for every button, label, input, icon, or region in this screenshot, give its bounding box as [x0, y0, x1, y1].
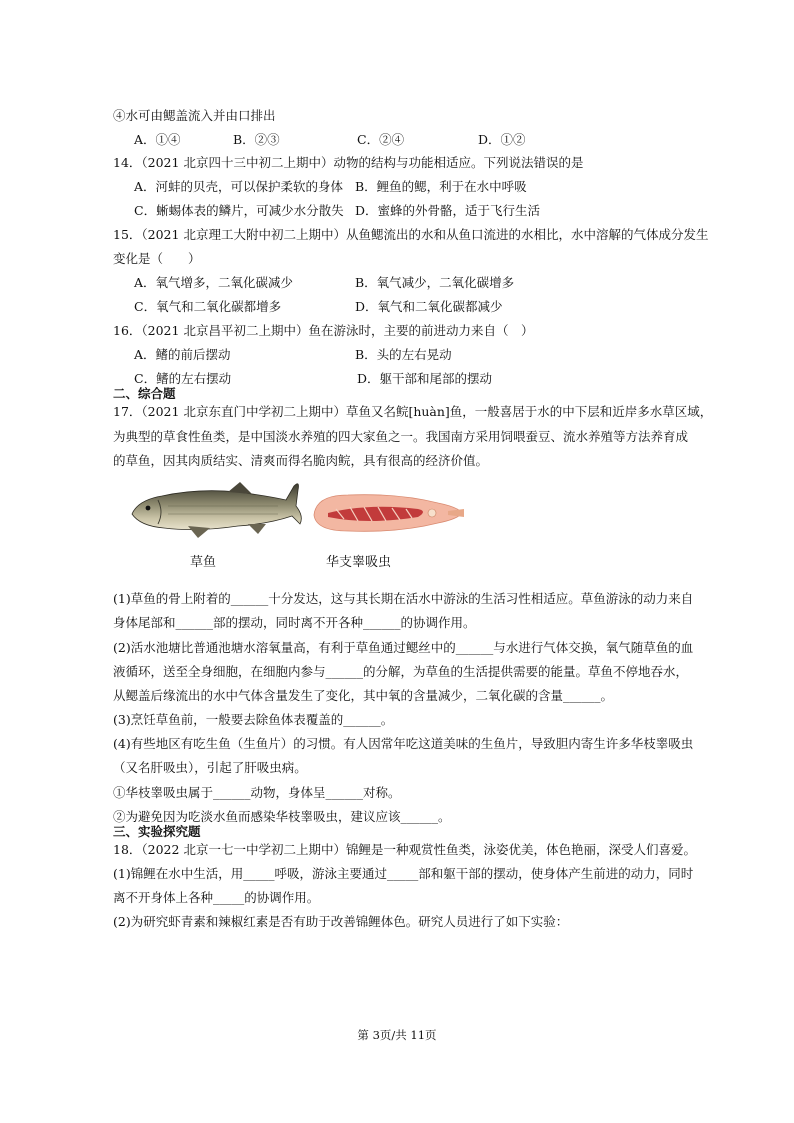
q15-option-d: D．氧气和二氧化碳都减少 — [355, 299, 503, 314]
caption-grass-carp: 草鱼 — [190, 555, 217, 570]
page-footer: 第 3页/共 11页 — [357, 1028, 437, 1042]
q17-part1-line1: (1)草鱼的骨上附着的______十分发达，这与其长期在活水中游泳的生活习性相适应。草鱼游泳的动力来自 — [113, 591, 694, 606]
q15-stem-line1: 15．（2021 北京理工大附中初二上期中）从鱼鳃流出的水和从鱼口流进的水相比，水中溶解的气体成分发生 — [113, 227, 709, 242]
q13-option-b: B．②③ — [233, 132, 280, 147]
q18-part1-line2: 离不开身体上各种_____的协调作用。 — [113, 890, 320, 905]
q17-part4-line2: （又名肝吸虫），引起了肝吸虫病。 — [113, 760, 307, 775]
q17-part2-line2: 液循环，送至全身细胞，在细胞内参与______的分解，为草鱼的生活提供需要的能量。草鱼不停地吞水， — [113, 664, 689, 679]
q13-option-c: C．②④ — [357, 132, 405, 147]
q18-part1-line1: (1)锦鲤在水中生活，用_____呼吸，游泳主要通过_____部和躯干部的摆动，使身体产生前进的动力，同时 — [113, 866, 694, 881]
q17-intro-line1: 17．（2021 北京东直门中学初二上期中）草鱼又名鲩[huàn]鱼，一般喜居于水的中下层和近岸多水草区域， — [113, 404, 713, 419]
section-heading-experiment: 三、实验探究题 — [113, 824, 201, 839]
q16-option-c: C．鳍的左右摆动 — [134, 371, 232, 386]
q13-option-a: A．①④ — [134, 132, 181, 147]
q18-intro: 18．（2022 北京一七一中学初二上期中）锦鲤是一种观赏性鱼类，泳姿优美，体色艳丽，深受人们喜爱。 — [113, 842, 696, 857]
grass-carp-image — [128, 476, 306, 542]
q14-option-d: D．蜜蜂的外骨骼，适于飞行生活 — [355, 203, 541, 218]
caption-liver-fluke: 华支睾吸虫 — [326, 555, 392, 570]
q13-option-d: D．①② — [478, 132, 526, 147]
q14-option-c: C．蜥蜴体表的鳞片，可减少水分散失 — [134, 203, 344, 218]
q16-option-d: D．躯干部和尾部的摆动 — [357, 371, 493, 386]
q14-option-a: A．河蚌的贝壳，可以保护柔软的身体 — [134, 179, 344, 194]
q16-option-a: A．鳍的前后摆动 — [134, 347, 231, 362]
q15-option-a: A．氧气增多，二氧化碳减少 — [134, 275, 294, 290]
q17-part4-sub1: ①华枝睾吸虫属于______动物，身体呈______对称。 — [113, 785, 401, 800]
q15-option-c: C．氧气和二氧化碳都增多 — [134, 299, 282, 314]
q16-option-b: B．头的左右晃动 — [355, 347, 452, 362]
q17-part2-line3: 从鳃盖后缘流出的水中气体含量发生了变化，其中氧的含量减少，二氧化碳的含量______。 — [113, 688, 614, 703]
q18-part2: (2)为研究虾青素和辣椒红素是否有助于改善锦鲤体色。研究人员进行了如下实验： — [113, 914, 569, 929]
q17-part4-sub2: ②为避免因为吃淡水鱼而感染华枝睾吸虫，建议应该______。 — [113, 809, 451, 824]
q17-part1-line2: 身体尾部和______部的摆动，同时离不开各种______的协调作用。 — [113, 615, 476, 630]
q17-part4-line1: (4)有些地区有吃生鱼（生鱼片）的习惯。有人因常年吃这道美味的生鱼片，导致胆内寄生许多华枝睾吸虫 — [113, 736, 694, 751]
q17-part2-line1: (2)活水池塘比普通池塘水溶氧量高，有利于草鱼通过鳃丝中的______与水进行气体交换，氧气随草鱼的血 — [113, 640, 694, 655]
q17-part3: (3)烹饪草鱼前，一般要去除鱼体表覆盖的______。 — [113, 712, 394, 727]
q15-option-b: B．氧气减少，二氧化碳增多 — [355, 275, 515, 290]
liver-fluke-image — [308, 489, 466, 537]
q17-intro-line2: 为典型的草食性鱼类，是中国淡水养殖的四大家鱼之一。我国南方采用饲喂蚕豆、流水养殖等方法养育成 — [113, 429, 689, 444]
section-heading-comprehensive: 二、综合题 — [113, 386, 176, 401]
q14-stem: 14．（2021 北京四十三中初二上期中）动物的结构与功能相适应。下列说法错误的是 — [113, 155, 584, 170]
q17-intro-line3: 的草鱼，因其肉质结实、清爽而得名脆肉鲩，具有很高的经济价值。 — [113, 453, 489, 468]
q16-stem: 16．（2021 北京昌平初二上期中）鱼在游泳时，主要的前进动力来自（ ） — [113, 323, 534, 338]
q15-stem-line2: 变化是（ ） — [113, 251, 201, 266]
q14-option-b: B．鲤鱼的鳃，利于在水中呼吸 — [355, 179, 527, 194]
q13-statement-4: ④水可由鳃盖流入并由口排出 — [113, 108, 276, 123]
